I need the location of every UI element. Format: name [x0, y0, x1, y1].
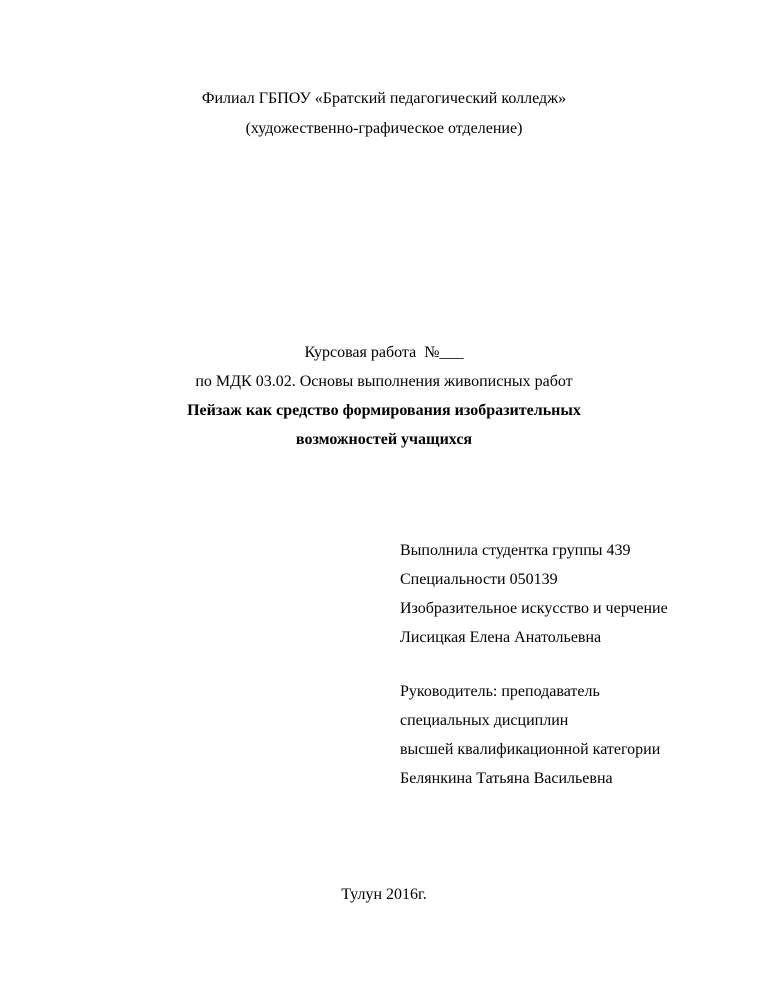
- supervisor-subject: специальных дисциплин: [400, 712, 569, 729]
- student-specialty-code: Специальности 050139: [400, 571, 558, 588]
- department-name: (художественно-графическое отделение): [245, 120, 523, 137]
- work-type: Курсовая работа №___: [304, 344, 464, 361]
- header-block: [0, 84, 768, 144]
- course-name: по МДК 03.02. Основы выполнения живописных работ: [195, 373, 573, 390]
- place-year: Тулун 2016г.: [341, 886, 427, 903]
- work-block: [0, 338, 768, 454]
- student-specialty-name: Изобразительное искусство и черчение: [400, 600, 668, 617]
- student-group: Выполнила студентка группы 439: [400, 542, 631, 559]
- institution-name: Филиал ГБПОУ «Братский педагогический колледж»: [201, 90, 567, 107]
- work-title-line-2: возможностей учащихся: [295, 431, 473, 448]
- student-name: Лисицкая Елена Анатольевна: [400, 629, 602, 646]
- supervisor-category: высшей квалификационной категории: [400, 741, 661, 758]
- student-info: [400, 536, 668, 652]
- work-title-line-1: Пейзаж как средство формирования изобразительных: [187, 402, 581, 419]
- footer-block: [0, 880, 768, 910]
- supervisor-info: [400, 677, 660, 793]
- supervisor-name: Белянкина Татьяна Васильевна: [400, 770, 613, 787]
- supervisor-role: Руководитель: преподаватель: [400, 683, 600, 700]
